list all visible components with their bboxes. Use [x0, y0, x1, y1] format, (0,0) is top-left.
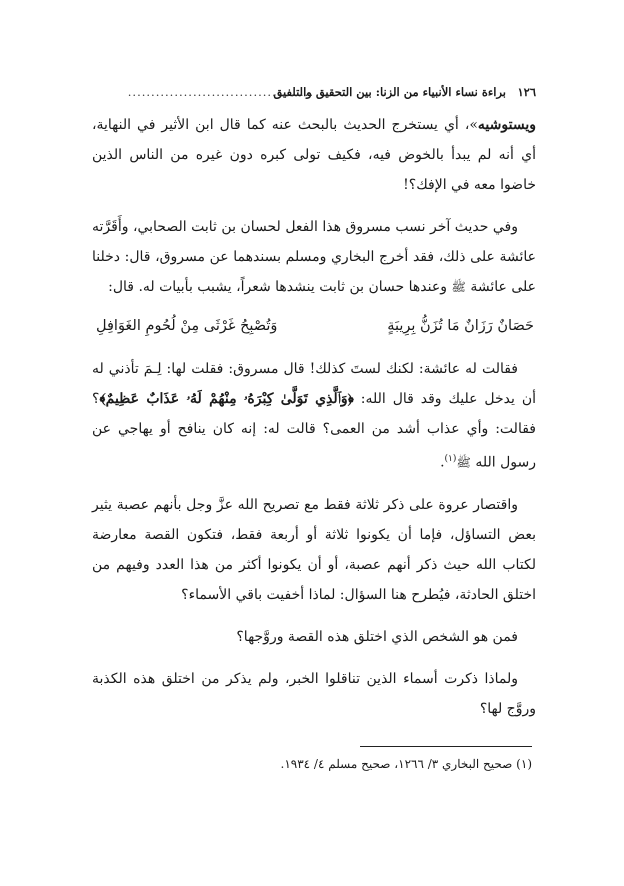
salutation-symbol: ﷺ — [451, 280, 466, 294]
paragraph-6: ولماذا ذكرت أسماء الذين تناقلوا الخبر، ولم يذكر من اختلق هذه الكذبة وروَّج لها؟ — [92, 670, 536, 717]
page-number: ١٢٦ — [517, 85, 536, 99]
quran-verse: ﴿وَٱلَّذِي تَوَلَّىٰ كِبْرَهُۥ مِنْهُمْ لَهُۥ عَذَابٌ عَظِيمٌ﴾ — [99, 391, 354, 407]
verse-first-hemistich: حَصَانٌ رَزَانٌ مَا تُزَنُّ بِرِيبَةٍ — [387, 318, 534, 334]
paragraph-4: واقتصار عروة على ذكر ثلاثة فقط مع تصريح الله عزَّ وجل بأنهم عصبة يثير بعض التساؤل، فإما أن يكونوا ثلاثة أو أربعة فقط، فتكون القصة معارضة لكتاب الله حيث ذكر أنهم عصبة، أو أن يكونوا أكثر من هذا العدد وفيهم من اختلق الحادثة، فيُطرح هنا السؤال: لماذا أخفيت باقي الأسماء؟ — [92, 496, 536, 603]
running-header — [92, 82, 536, 102]
footnote: (١) صحيح البخاري ٣/ ١٢٦٦، صحيح مسلم ٤/ ١٩٣٤. — [280, 757, 532, 771]
footnote-separator — [360, 746, 532, 747]
salutation-symbol-2: ﷺ — [456, 455, 471, 470]
leader-dots: ........................................ — [127, 85, 314, 99]
page-body — [92, 110, 536, 736]
paragraph-3 — [92, 354, 536, 478]
paragraph-3-text-after: ؟ فقالت: وأي عذاب أشد من العمى؟ قالت له: إنه كان ينافح أو يهاجي عن رسول الله — [92, 391, 536, 471]
bold-term: ويستوشيه — [477, 117, 536, 133]
footnote-ref[interactable]: (١) — [444, 454, 457, 464]
paragraph-1 — [92, 110, 536, 200]
paragraph-2 — [92, 212, 536, 302]
paragraph-3-end: . — [440, 454, 445, 471]
running-title: براءة نساء الأنبياء من الزنا: بين التحقيق والتلفيق — [273, 85, 506, 99]
poetry-verse — [92, 314, 536, 348]
paragraph-3-text-before: فقالت له عائشة: لكنك لستَ كذلك! قال مسروق: فقلت لها: لِـمَ تأذني له أن يدخل عليك وقد قال الله: — [92, 361, 536, 407]
verse-second-hemistich: وَتُصْبِحُ غَرْثَى مِنْ لُحُومِ الغَوَافِلِ — [96, 318, 278, 334]
paragraph-1-text: »، أي يستخرج الحديث بالبحث عنه كما قال ابن الأثير في النهاية، أي أنه لم يبدأ بالخوض فيه، فكيف تولى كبره دون غيره من الناس الذين خاضوا معه في الإفك؟! — [92, 117, 536, 193]
paragraph-2-text: وفي حديث آخر نسب مسروق هذا الفعل لحسان بن ثابت الصحابي، وأَقَرَّته عائشة على ذلك، فقد أخرج البخاري ومسلم بسندهما عن مسروق، قال: دخلنا على عائشة — [92, 219, 536, 295]
paragraph-5: فمن هو الشخص الذي اختلق هذه القصة وروَّجها؟ — [236, 628, 518, 645]
paragraph-2-text-after: وعندها حسان بن ثابت ينشدها شعراً، يشبب بأبيات له. قال: — [108, 279, 447, 295]
